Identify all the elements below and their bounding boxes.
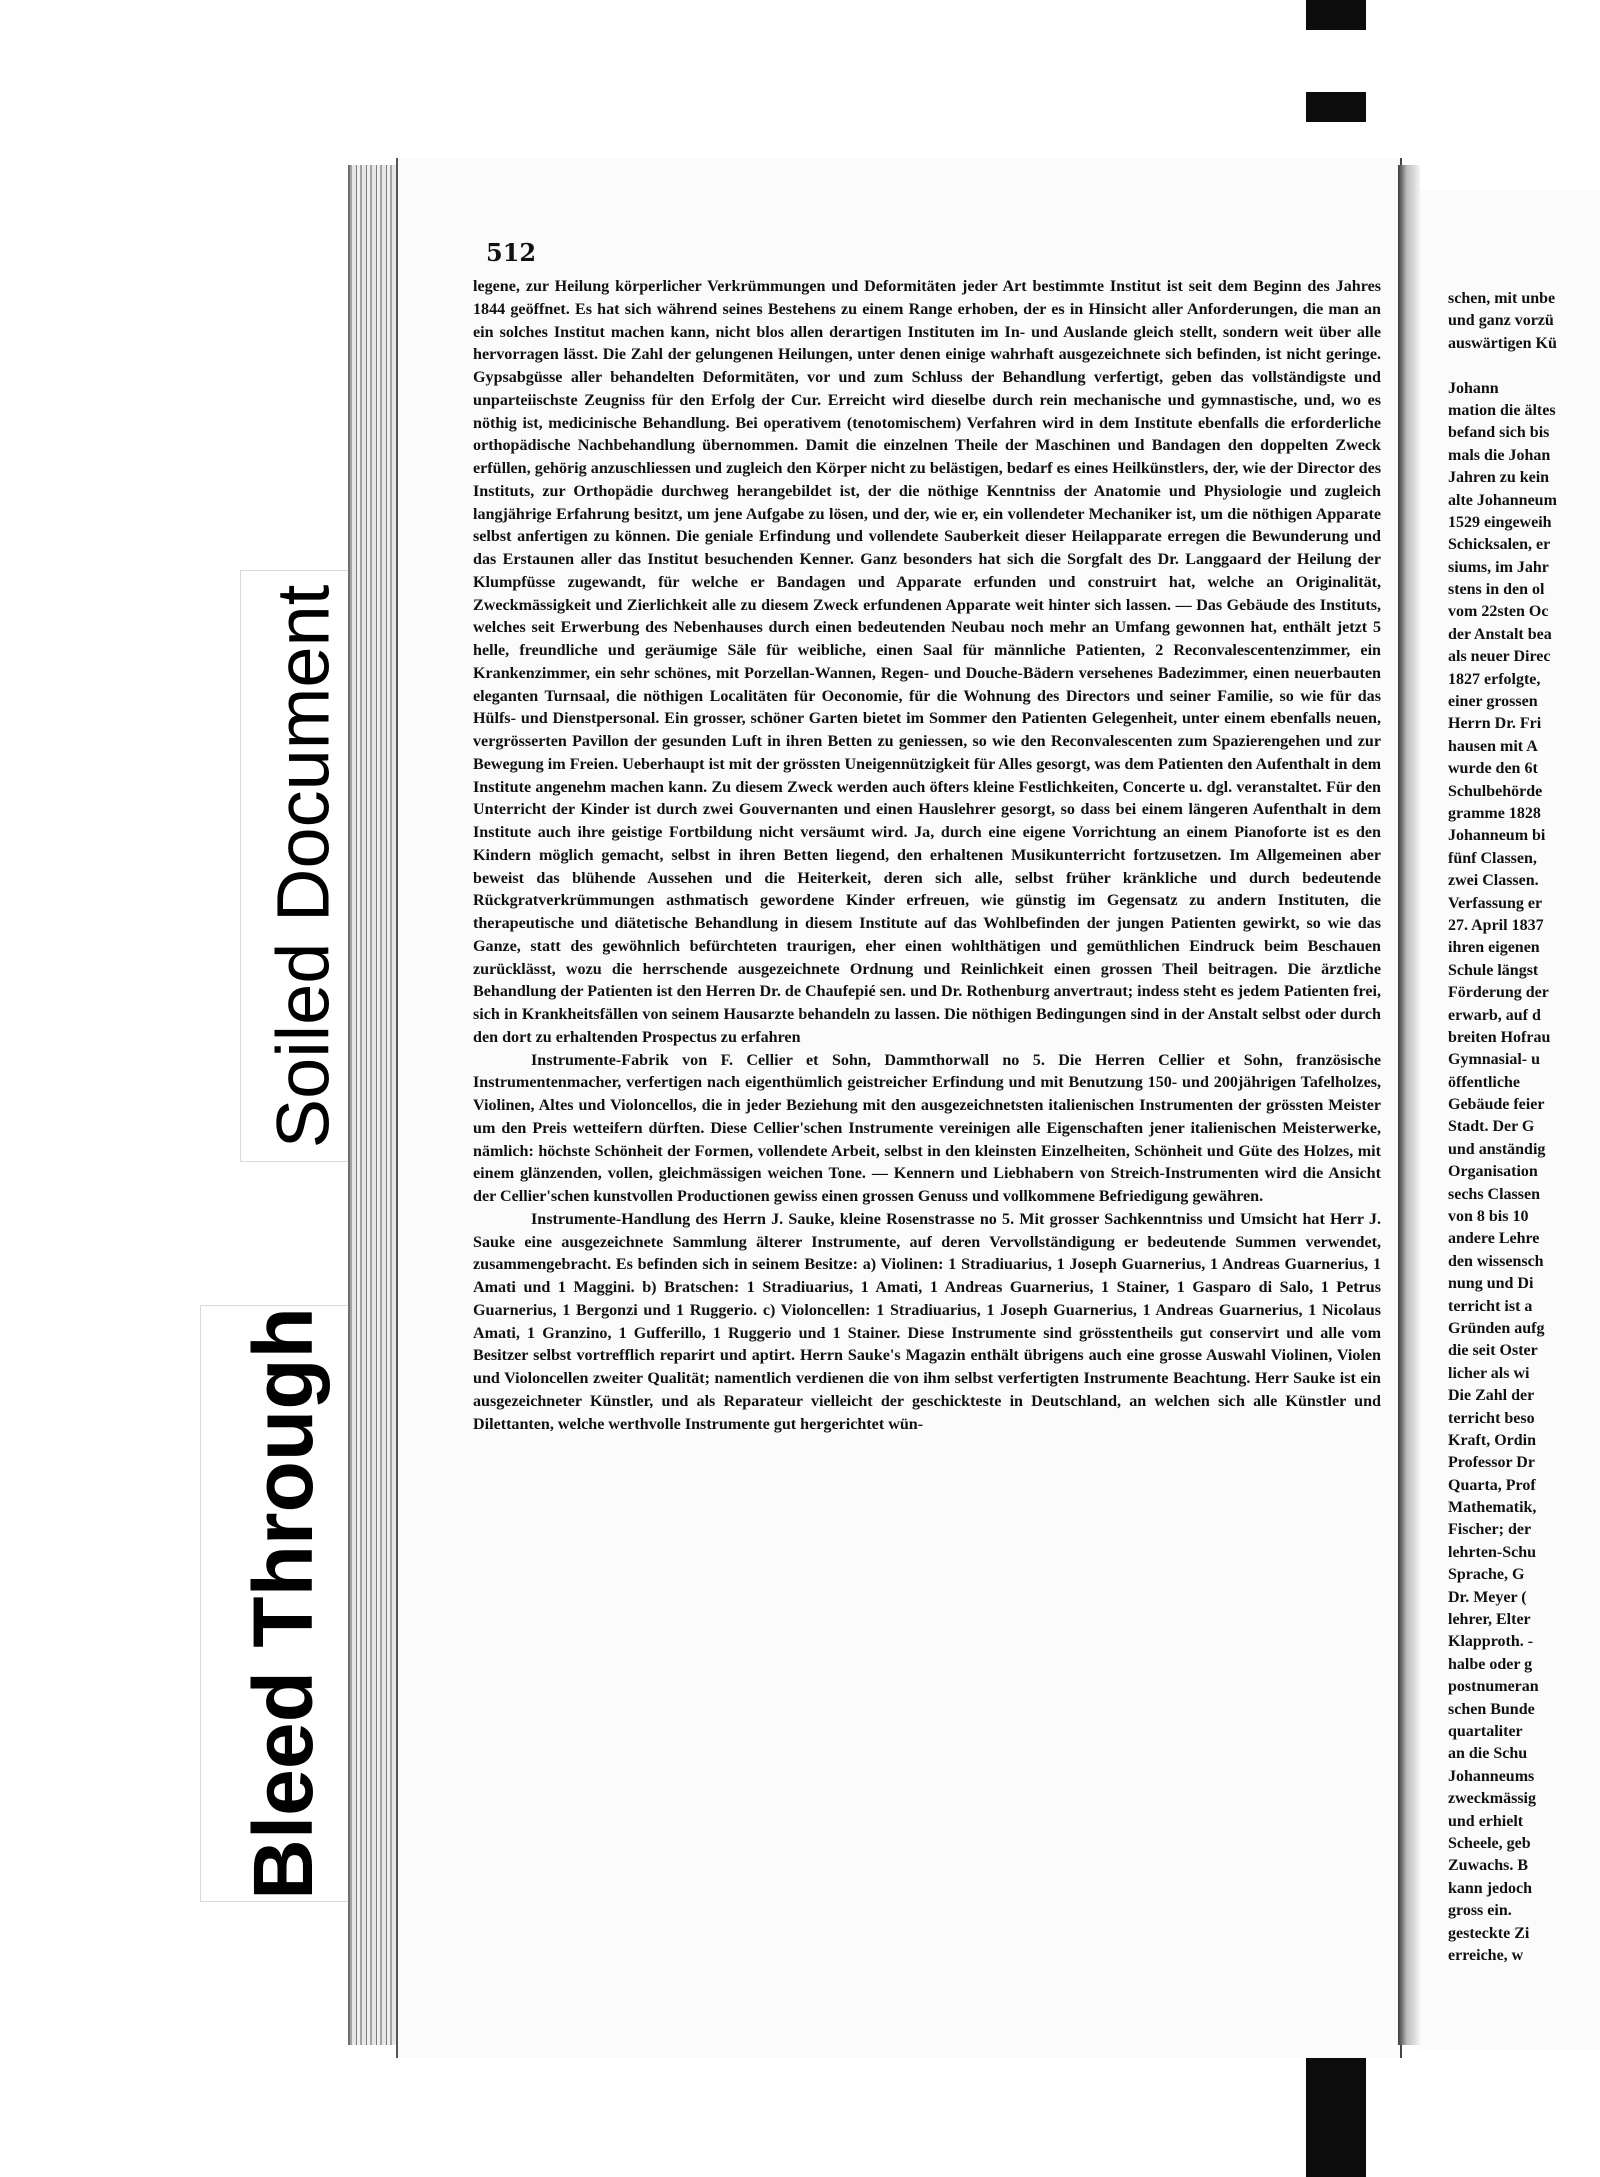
right-page-line: postnumeran bbox=[1448, 1678, 1539, 1696]
right-page-line: Zuwachs. B bbox=[1448, 1857, 1529, 1875]
right-page-line: 1529 eingeweih bbox=[1448, 513, 1552, 531]
right-page-text bbox=[1448, 288, 1600, 1967]
right-page-line: quartaliter bbox=[1448, 1723, 1523, 1740]
right-page-line: mals die Johan bbox=[1448, 446, 1551, 464]
right-page-line: schen Bunde bbox=[1448, 1700, 1535, 1718]
right-page-line: Professor Dr bbox=[1448, 1454, 1535, 1472]
right-page-line: Organisation bbox=[1448, 1163, 1538, 1181]
right-page-line: an die Schu bbox=[1448, 1745, 1528, 1763]
right-page-line: Verfassung er bbox=[1448, 894, 1543, 912]
paragraph-instrument-shop: Instrumente-Handlung des Herrn J. Sauke, kleine Rosenstrasse no 5. Mit grosser Sachkenntniss und Umsicht hat Herr J. Sauke eine ausgezeichnete Sammlung älterer Instrumente, auf deren Vervollständigung er bedeutende Summen verwendet, zusammengebracht. Es befinden sich in seinem Besitze: a) Violinen: 1 Stradiuarius, 1 Joseph Guarnerius, 1 Andreas Guarnerius, 1 Amati und 1 Maggini. b) Bratschen: 1 Stradiuarius, 1 Amati, 1 Andreas Guarnerius, 1 Stainer, 1 Gasparo di Salo, 1 Petrus Guarnerius, 1 Bergonzi und 1 Ruggerio. c) Violoncellen: 1 Stradiuarius, 1 Joseph Guarnerius, 1 Andreas Guarnerius, 1 Nicolaus Amati, 1 Granzino, 1 Gufferillo, 1 Ruggerio und 1 Stainer. Diese Instrumente sind grösstentheils gut conservirt und alle vom Besitzer selbst vortrefflich reparirt und aptirt. Herrn Sauke's Magazin enthält übrigens auch eine grosse Auswahl Violinen, Violen und Violoncellen zweiter Qualität; namentlich verdienen die von ihm selbst verfertigten Instrumente Beachtung. Herr Sauke ist ein ausgezeichneter Künstler, und als Reparateur vielleicht der geschickteste in Deutschland, an welchen sich alle Künstler und Dilettanten, welche werthvolle Instrumente gut hergerichtet wün- bbox=[473, 1210, 1381, 1433]
right-page-line: Kraft, Ordin bbox=[1448, 1431, 1536, 1449]
right-page-line: Johanneum bi bbox=[1448, 827, 1546, 845]
right-page-line: öffentliche bbox=[1448, 1073, 1520, 1091]
page-body-text bbox=[473, 276, 1381, 1436]
right-page-line: andere Lehre bbox=[1448, 1230, 1540, 1248]
right-page-line: 27. April 1837 bbox=[1448, 916, 1544, 934]
right-page-line: nung und Di bbox=[1448, 1275, 1534, 1293]
soiled-document-label-text: Soiled Document bbox=[261, 584, 345, 1148]
right-page-line: Die Zahl der bbox=[1448, 1387, 1535, 1405]
right-page-line: Scheele, geb bbox=[1448, 1834, 1531, 1852]
book-gutter bbox=[1398, 165, 1420, 2045]
right-page-line: Schule längst bbox=[1448, 961, 1539, 979]
paragraph-orthopaedic-institute: legene, zur Heilung körperlicher Verkrümmungen und Deformitäten jeder Art bestimmte Institut ist seit dem Beginn des Jahres 1844 geöffnet. Es hat sich während seines Bestehens zu einem Range erhoben, der es in Hinsicht aller Anforderungen, die man an ein solches Institut machen kann, nicht blos allen derartigen Instituten im In- und Auslande gleich stellt, sondern weit über alle hervorragen lässt. Die Zahl der gelungenen Heilungen, unter denen einige wahrhaft ausgezeichnete sich befinden, ist nicht geringe. Gypsabgüsse aller behandelten Deformitäten, vor und zum Schluss der Behandlung verfertigt, geben das vollständigste und unparteiischste Zeugniss für den Erfolg der Cur. Erreicht wird dieselbe durch rein mechanische und gymnastische, und, wo es nöthig ist, medicinische Behandlung. Bei operativem (tenotomischem) Verfahren wird in dem Institute ebenfalls die erforderliche orthopädische Nachbehandlung übernommen. Damit die einzelnen Theile der Maschinen und Bandagen den doppelten Zweck erfüllen, gehörig anzuschliessen und zugleich den Körper nicht zu belästigen, bedarf es eines Heilkünstlers, der, wie der Director des Instituts, zur Orthopädie durchweg herangebildet ist, der die nöthige Kenntniss der Anatomie und Physiologie und zugleich langjährige Erfahrung besitzt, um jene Aufgabe zu lösen, und der, wie er, ein vollendeter Mechaniker ist, um die nöthigen Apparate selbst anfertigen zu können. Die geniale Erfindung und vollendete Sauberkeit dieser Heilapparate erregen die Bewunderung und das Erstaunen aller das Institut besuchenden Kenner. Ganz besonders hat sich die Sorgfalt des Dr. Langgaard der Heilung der Klumpfüsse zugewandt, für welche er Bandagen und Apparate erfunden und construirt hat, welche an Originalität, Zweckmässigkeit und Zierlichkeit alle zu diesem Zweck erfundenen Apparate weit hinter sich lassen. — Das Gebäude des Instituts, welches seit Erwerbung des Nebenhauses durch einen bedeutenden Neubau noch mehr an Umfang gewonnen hat, enthält jetzt 5 helle, freundliche und geräumige Säle für weibliche, einen Saal für männliche Patienten, 2 Reconvalescentenzimmer, ein Krankenzimmer, ein sehr schönes, mit Porzellan-Wannen, Regen- und Douche-Bädern versehenes Badezimmer, einen neuerbauten eleganten Turnsaal, die nöthigen Localitäten für Oeconomie, für die Wohnung des Directors und seiner Familie, so wie für das Hülfs- und Dienstpersonal. Ein grosser, schöner Garten bietet im Sommer den Patienten Gelegenheit, unter einem ebenfalls neuen, vergrösserten Pavillon der gesunden Luft in ihren Betten zu geniessen, so wie den Reconvalescenten zum Spazierengehen und zur Bewegung im Freien. Ueberhaupt ist mit der grössten Uneigennützigkeit für Alles gesorgt, was dem Patienten den Aufenthalt in dem Institute angenehm machen kann. Zu diesem Zweck werden auch öfters kleine Festlichkeiten, Concerte u. dgl. veranstaltet. Für den Unterricht der Kinder ist durch zwei Gouvernanten und einen Hauslehrer gesorgt, so dass bei einem längeren Aufenthalt in dem Institute auch ihre geistige Fortbildung nicht versäumt wird. Ja, durch eine eigene Vorrichtung an einem Pianoforte ist es den Kindern möglich gemacht, selbst in ihren Betten liegend, den erhaltenen Musikunterricht fortzusetzen. Im Allgemeinen aber beweist das blühende Aussehen und die Heiterkeit, deren sich alle, selbst früher kränkliche und durch bedeutende Rückgratverkrümmungen asthmatisch gewordene Kinder erfreuen, wie günstig im Gegensatz zu andern Instituten, die therapeutische und diätetische Behandlung in diesem Institute auf das Wohlbefinden der jungen Patienten gewirkt, so wie das Ganze, statt des gewöhnlich befürchteten traurigen, eher einen wohlthätigen und gemüthlichen Eindruck beim Beschauen zurücklässt, wozu die herrschende ausgezeichnete Ordnung und Reinlichkeit einen grossen Theil beitragen. Die ärztliche Behandlung der Patienten ist den Herren Dr. de Chaufepié sen. und Dr. Rothenburg anvertraut; indess steht es jedem Patienten frei, sich in Krankheitsfällen von seinem Hausarzte behandeln zu lassen. Die nöthigen Bedingungen sind in der Anstalt selbst oder durch den dort zu erhaltenden Prospectus zu erfahren bbox=[473, 278, 1381, 1046]
right-page-line: auswärtigen Kü bbox=[1448, 334, 1557, 352]
right-page-line: 1827 erfolgte, bbox=[1448, 670, 1541, 688]
right-page-line: Förderung der bbox=[1448, 984, 1549, 1002]
right-page-line: siums, im Jahr bbox=[1448, 558, 1549, 576]
right-page-line: und anständig bbox=[1448, 1140, 1546, 1158]
scanner-notch bbox=[1306, 30, 1366, 92]
right-page-line: befand sich bis bbox=[1448, 424, 1550, 442]
paragraph-instrument-factory: Instrumente-Fabrik von F. Cellier et Sohn, Dammthorwall no 5. Die Herren Cellier et Sohn, französische Instrumentenmacher, verfertigen nach eigenthümlich geistreicher Erfindung und mit Benutzung 150- und 200jährigen Tafelholzes, Violinen, Altes und Violoncellos, die in jeder Beziehung mit den ausgezeichnetsten italienischen Instrumenten der grössten Meister um den Preis wetteifern dürften. Diese Cellier'schen Instrumente vereinigen alle Eigenschaften jener italienischen Meisterwerke, nämlich: höchste Schönheit der Formen, vollendete Arbeit, selbst in den kleinsten Einzelheiten, Schönheit und Güte des Holzes, mit einem glänzenden, vollen, gleichmässigen weichen Tone. — Kennern und Liebhabern von Streich-Instrumenten wird die Ansicht der Cellier'schen kunstvollen Productionen gewiss einen grossen Genuss und vollkommene Befriedigung gewähren. bbox=[473, 1051, 1381, 1205]
right-page-line: sechs Classen bbox=[1448, 1185, 1541, 1203]
right-page-line: fünf Classen, bbox=[1448, 849, 1537, 867]
right-page-line: vom 22sten Oc bbox=[1448, 603, 1549, 621]
right-page-line: ihren eigenen bbox=[1448, 939, 1540, 957]
right-page-line: gross ein. bbox=[1448, 1902, 1512, 1920]
book-page-right bbox=[1420, 190, 1600, 2050]
right-page-line: terricht beso bbox=[1448, 1409, 1535, 1427]
right-page-line: Schicksalen, er bbox=[1448, 536, 1551, 554]
right-page-line: erreiche, w bbox=[1448, 1946, 1524, 1964]
right-page-line: die seit Oster bbox=[1448, 1342, 1538, 1360]
right-page-line: hausen mit A bbox=[1448, 737, 1538, 755]
right-page-line: breiten Hofrau bbox=[1448, 1028, 1551, 1046]
right-page-line: stens in den ol bbox=[1448, 581, 1545, 599]
right-page-line: halbe oder g bbox=[1448, 1655, 1533, 1673]
right-page-line: Fischer; der bbox=[1448, 1521, 1532, 1539]
right-page-line: gramme 1828 bbox=[1448, 804, 1541, 822]
right-page-line bbox=[1448, 355, 1600, 377]
right-page-line: alte Johanneum bbox=[1448, 491, 1557, 509]
right-page-line: Mathematik, bbox=[1448, 1499, 1537, 1517]
right-page-line: einer grossen bbox=[1448, 693, 1538, 711]
right-page-line: und erhielt bbox=[1448, 1812, 1524, 1830]
right-page-line: Schulbehörde bbox=[1448, 782, 1543, 800]
right-page-line: Klapproth. - bbox=[1448, 1633, 1534, 1651]
right-page-line: zweckmässig bbox=[1448, 1790, 1536, 1808]
right-page-line: Gründen aufg bbox=[1448, 1319, 1545, 1337]
right-page-line: schen, mit unbe bbox=[1448, 290, 1556, 307]
right-page-line: mation die ältes bbox=[1448, 401, 1556, 419]
right-page-line: Gymnasial- u bbox=[1448, 1051, 1541, 1069]
right-page-line: Gebäude feier bbox=[1448, 1096, 1545, 1114]
right-page-line: Jahren zu kein bbox=[1448, 469, 1550, 487]
page-number: 512 bbox=[486, 238, 537, 267]
right-page-line: Johann bbox=[1448, 379, 1499, 397]
right-page-line: von 8 bis 10 bbox=[1448, 1208, 1529, 1226]
book-page-left bbox=[396, 158, 1402, 2058]
right-page-line: lehrten-Schu bbox=[1448, 1543, 1536, 1561]
right-page-line: Quarta, Prof bbox=[1448, 1476, 1536, 1494]
right-page-line: der Anstalt bea bbox=[1448, 625, 1552, 643]
right-page-line: licher als wi bbox=[1448, 1364, 1530, 1382]
right-page-line: Herrn Dr. Fri bbox=[1448, 715, 1542, 733]
book-page-edges bbox=[348, 165, 398, 2045]
right-page-line: lehrer, Elter bbox=[1448, 1611, 1531, 1629]
right-page-line: kann jedoch bbox=[1448, 1879, 1533, 1897]
right-page-line: terricht ist a bbox=[1448, 1297, 1533, 1315]
right-page-line: wurde den 6t bbox=[1448, 760, 1538, 778]
right-page-line: und ganz vorzü bbox=[1448, 312, 1554, 330]
right-page-line: Johanneums bbox=[1448, 1767, 1535, 1785]
right-page-line: Stadt. Der G bbox=[1448, 1118, 1535, 1136]
right-page-line: Sprache, G bbox=[1448, 1566, 1525, 1584]
right-page-line: zwei Classen. bbox=[1448, 872, 1539, 890]
right-page-line: erwarb, auf d bbox=[1448, 1006, 1541, 1024]
right-page-line: gesteckte Zi bbox=[1448, 1924, 1530, 1942]
bleed-through-label bbox=[200, 1305, 367, 1902]
right-page-line: als neuer Direc bbox=[1448, 648, 1551, 666]
right-page-line: den wissensch bbox=[1448, 1252, 1544, 1270]
bleed-through-label-text: Bleed Through bbox=[236, 1307, 331, 1900]
right-page-line: Dr. Meyer ( bbox=[1448, 1588, 1527, 1606]
